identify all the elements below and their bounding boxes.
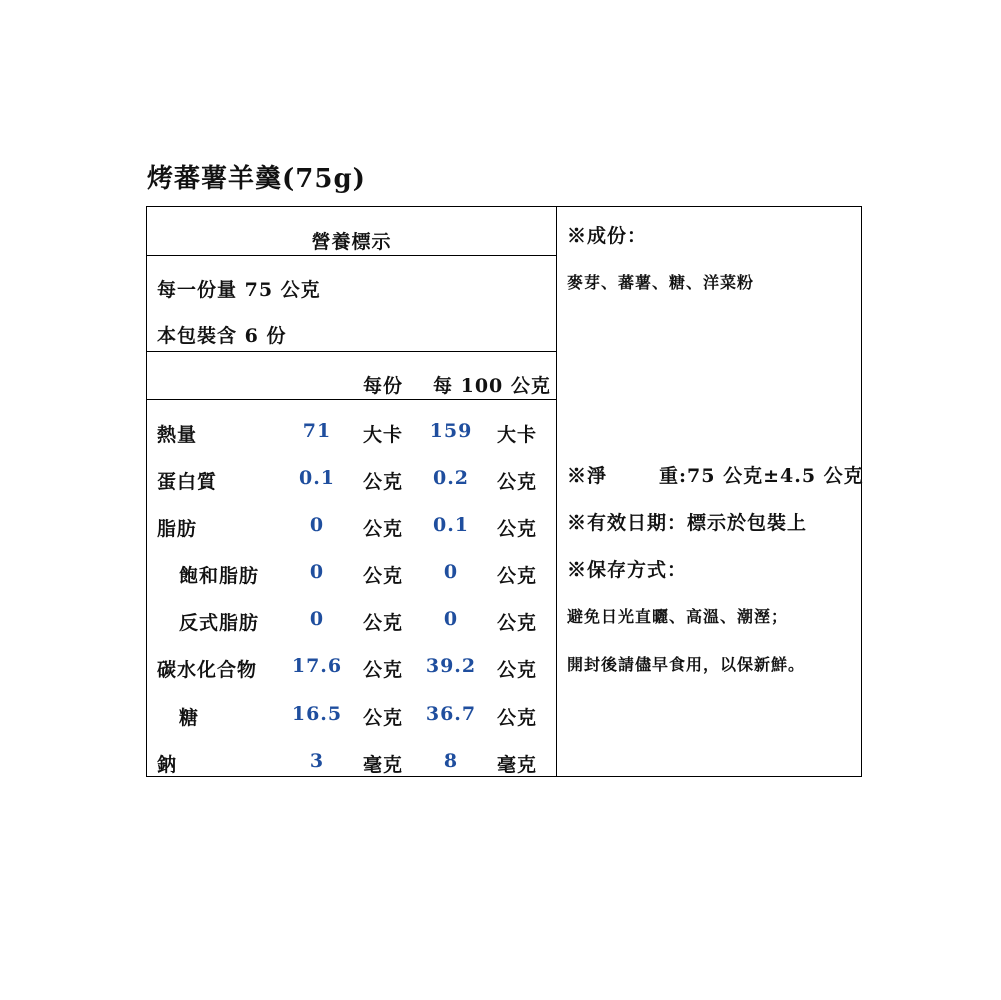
net-weight-value: 重:75 公克±4.5 公克 bbox=[659, 465, 864, 487]
product-title: 烤蕃薯羊羹(75g) bbox=[147, 164, 366, 194]
value-per-serving: 0 bbox=[309, 561, 325, 583]
nutrient-name: 蛋白質 bbox=[157, 471, 218, 493]
unit-per-100g: 公克 bbox=[496, 659, 537, 681]
value-per-serving: 0.1 bbox=[298, 467, 336, 489]
unit-per-serving: 公克 bbox=[362, 471, 403, 493]
nutrient-name: 糖 bbox=[179, 707, 200, 729]
value-per-100g: 0 bbox=[443, 561, 459, 583]
value-per-serving: 71 bbox=[302, 420, 332, 442]
divider bbox=[147, 351, 557, 352]
unit-per-100g: 公克 bbox=[496, 565, 537, 587]
storage-label: ※保存方式： bbox=[567, 559, 688, 581]
unit-per-serving: 公克 bbox=[362, 707, 403, 729]
unit-per-serving: 毫克 bbox=[362, 754, 403, 776]
unit-per-serving: 公克 bbox=[362, 518, 403, 540]
unit-per-serving: 公克 bbox=[362, 612, 403, 634]
servings-per-package: 本包裝含 6 份 bbox=[157, 325, 287, 347]
value-per-serving: 16.5 bbox=[291, 703, 343, 725]
value-per-serving: 0 bbox=[309, 608, 325, 630]
value-per-100g: 39.2 bbox=[425, 655, 477, 677]
nutrient-name: 碳水化合物 bbox=[157, 659, 258, 681]
net-weight-label: ※淨 bbox=[567, 465, 608, 487]
divider bbox=[147, 255, 557, 256]
value-per-100g: 0 bbox=[443, 608, 459, 630]
unit-per-serving: 大卡 bbox=[362, 424, 403, 446]
serving-size: 每一份量 75 公克 bbox=[157, 279, 321, 301]
divider bbox=[147, 399, 557, 400]
value-per-100g: 159 bbox=[429, 420, 473, 442]
unit-per-100g: 公克 bbox=[496, 518, 537, 540]
nutrient-name: 熱量 bbox=[157, 424, 198, 446]
value-per-100g: 8 bbox=[443, 750, 459, 772]
ingredients-text: 麥芽、蕃薯、糖、洋菜粉 bbox=[567, 273, 755, 292]
col-header-per-100g: 每 100 公克 bbox=[433, 375, 551, 397]
storage-instruction: 開封後請儘早食用，以保新鮮。 bbox=[567, 655, 806, 674]
column-divider bbox=[556, 207, 557, 776]
unit-per-100g: 公克 bbox=[496, 612, 537, 634]
value-per-serving: 0 bbox=[309, 514, 325, 536]
value-per-100g: 0.2 bbox=[432, 467, 470, 489]
nutrient-name: 反式脂肪 bbox=[179, 612, 260, 634]
value-per-100g: 0.1 bbox=[432, 514, 470, 536]
unit-per-100g: 毫克 bbox=[496, 754, 537, 776]
nutrition-label-panel bbox=[146, 206, 862, 777]
value-per-serving: 3 bbox=[309, 750, 325, 772]
expiry-info: ※有效日期：標示於包裝上 bbox=[567, 512, 808, 534]
ingredients-label: ※成份： bbox=[567, 225, 648, 247]
nutrient-name: 脂肪 bbox=[157, 518, 198, 540]
col-header-per-serving: 每份 bbox=[362, 375, 403, 397]
unit-per-100g: 公克 bbox=[496, 471, 537, 493]
nutrient-name: 飽和脂肪 bbox=[179, 565, 260, 587]
unit-per-serving: 公克 bbox=[362, 565, 403, 587]
storage-instruction: 避免日光直曬、高溫、潮溼； bbox=[567, 607, 789, 626]
unit-per-100g: 公克 bbox=[496, 707, 537, 729]
value-per-serving: 17.6 bbox=[291, 655, 343, 677]
unit-per-100g: 大卡 bbox=[496, 424, 537, 446]
nutrition-header: 營養標示 bbox=[311, 231, 392, 253]
nutrient-name: 鈉 bbox=[157, 754, 178, 776]
unit-per-serving: 公克 bbox=[362, 659, 403, 681]
value-per-100g: 36.7 bbox=[425, 703, 477, 725]
